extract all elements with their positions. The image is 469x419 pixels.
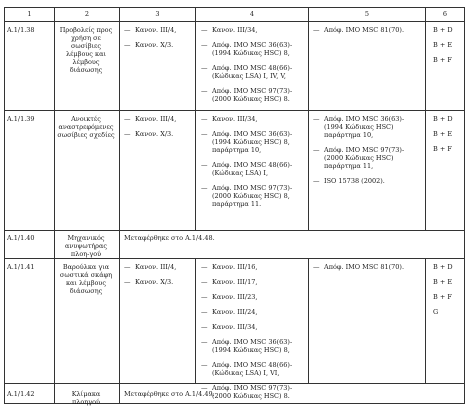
dash-marker: —: [313, 26, 320, 34]
list-item-text: Απόφ. IMO MSC 97(73)-(2000 Κώδικας HSC) 8, παράρτημα 11.: [212, 184, 293, 208]
conformity-modules-list: [433, 115, 453, 160]
module-code: B + F: [433, 56, 452, 64]
list-item: [201, 130, 307, 154]
column-divider: [119, 7, 120, 403]
item-number: A.1/1.38: [7, 26, 35, 34]
regulations-list: [124, 115, 176, 145]
item-designation: Ανοικτές αναστρεφόμενες σωσίβιες σχεδίες: [57, 115, 115, 139]
list-item: [201, 41, 307, 57]
table-right-border: [464, 7, 465, 403]
list-item: [201, 278, 307, 286]
list-item-text: ISO 15738 (2002).: [324, 177, 385, 185]
item-designation: Βαρούλκα για σωστικά σκάφη και λέμβους διάσωσης: [59, 263, 113, 295]
list-item-text: Απόφ. IMO MSC 97(73)-(2000 Κώδικας HSC) 8.: [212, 87, 293, 103]
module-code: B + F: [433, 293, 452, 301]
dash-marker: —: [201, 308, 208, 316]
list-item-text: Απόφ. IMO MSC 48(66)-(Κώδικας LSA) I, VI,: [212, 361, 293, 377]
table-top-rule: [4, 7, 465, 8]
module-code: B + F: [433, 145, 452, 153]
item-designation: Μηχανικός ανυψωτήρας πλοη-γού: [64, 234, 108, 258]
column-divider: [195, 258, 196, 383]
item-number: A.1/1.40: [7, 234, 35, 242]
dash-marker: —: [201, 278, 208, 286]
list-item: [201, 263, 307, 271]
list-item-text: Απόφ. IMO MSC 48(66)-(Κώδικας LSA) I, IV, V,: [212, 64, 293, 80]
list-item-text: Απόφ. IMO MSC 36(63)-(1994 Κώδικας HSC) 8, παράρτημα 10,: [212, 130, 293, 154]
column-divider: [308, 7, 309, 230]
list-item: [313, 263, 421, 271]
list-item-text: Κανον. III/16,: [212, 263, 258, 271]
list-item: [313, 177, 421, 185]
table-left-border: [4, 7, 5, 403]
dash-marker: —: [313, 146, 320, 154]
module-code: B + D: [433, 26, 453, 34]
dash-marker: —: [124, 278, 131, 286]
column-divider: [308, 258, 309, 383]
list-item: [201, 64, 307, 80]
dash-marker: —: [124, 130, 131, 138]
column-divider: [425, 7, 426, 230]
column-divider: [195, 7, 196, 230]
column-header-4: 4: [249, 10, 255, 18]
item-number: A.1/1.39: [7, 115, 35, 123]
list-item-text: Απόφ. IMO MSC 36(63)-(1994 Κώδικας HSC) 8,: [212, 338, 293, 354]
regulations-list: [124, 263, 176, 293]
dash-marker: —: [124, 263, 131, 271]
row-rule: [4, 110, 465, 111]
list-item: [201, 161, 307, 177]
list-item: [201, 308, 307, 316]
list-item-text: Κανον. X/3.: [135, 41, 174, 49]
dash-marker: —: [201, 130, 208, 138]
dash-marker: —: [201, 384, 208, 392]
list-item-text: Κανον. III/17,: [212, 278, 258, 286]
module-code: B + E: [433, 278, 453, 286]
list-item-text: Κανον. III/4,: [135, 263, 177, 271]
list-item-text: Κανον. X/3.: [135, 278, 174, 286]
list-item: [201, 115, 307, 123]
list-item: [124, 41, 176, 49]
module-code: B + E: [433, 41, 453, 49]
dash-marker: —: [201, 87, 208, 95]
list-item: [201, 323, 307, 331]
list-item: [201, 338, 307, 354]
dash-marker: —: [201, 26, 208, 34]
list-item: [201, 26, 307, 34]
dash-marker: —: [201, 41, 208, 49]
row-rule: [4, 230, 465, 231]
list-item: [201, 293, 307, 301]
column-header-5: 5: [364, 10, 370, 18]
testing-standards-list: [313, 26, 421, 41]
list-item: [201, 87, 307, 103]
transfer-note: Μεταφέρθηκε στο A.1/4.48.: [124, 234, 215, 242]
conformity-modules-list: [433, 263, 453, 323]
dash-marker: —: [201, 263, 208, 271]
testing-standards-list: [313, 263, 421, 278]
list-item: [313, 146, 421, 170]
dash-marker: —: [313, 263, 320, 271]
list-item-text: Απόφ. IMO MSC 81(70).: [324, 263, 405, 271]
regulations-list: [124, 26, 176, 56]
row-rule: [4, 258, 465, 259]
column-header-3: 3: [155, 10, 160, 18]
list-item: [124, 115, 176, 123]
module-code: B + E: [433, 130, 453, 138]
list-item-text: Κανον. III/4,: [135, 115, 177, 123]
list-item: [313, 115, 421, 139]
list-item: [124, 278, 176, 286]
list-item-text: Κανον. III/34,: [212, 115, 258, 123]
list-item-text: Κανον. III/4,: [135, 26, 177, 34]
list-item-text: Κανον. X/3.: [135, 130, 174, 138]
dash-marker: —: [201, 293, 208, 301]
list-item-text: Απόφ. IMO MSC 81(70).: [324, 26, 405, 34]
column-header-6: 6: [442, 10, 448, 18]
list-item: [201, 184, 307, 208]
dash-marker: —: [124, 26, 131, 34]
international-instruments-list: [201, 26, 307, 110]
module-code: B + D: [433, 115, 453, 123]
list-item-text: Κανον. III/34,: [212, 26, 258, 34]
list-item-text: Κανον. III/24,: [212, 308, 258, 316]
item-designation: Προβολείς προς χρήση σε σωσίβιες λέμβους και λέμβους διάσωσης: [59, 26, 113, 74]
list-item-text: Απόφ. IMO MSC 97(73)-(2000 Κώδικας HSC) 8.: [212, 384, 293, 400]
list-item: [201, 361, 307, 377]
list-item: [313, 26, 421, 34]
dash-marker: —: [201, 64, 208, 72]
column-header-1: 1: [27, 10, 32, 18]
dash-marker: —: [124, 41, 131, 49]
list-item-text: Απόφ. IMO MSC 48(66)-(Κώδικας LSA) I,: [212, 161, 293, 177]
transfer-note: Μεταφέρθηκε στο A.1/4.49.: [124, 390, 215, 398]
item-number: A.1/1.41: [7, 263, 35, 271]
list-item-text: Απόφ. IMO MSC 36(63)-(1994 Κώδικας HSC) 8,: [212, 41, 293, 57]
header-bottom-rule: [4, 21, 465, 22]
dash-marker: —: [201, 361, 208, 369]
dash-marker: —: [201, 184, 208, 192]
dash-marker: —: [201, 115, 208, 123]
dash-marker: —: [124, 115, 131, 123]
conformity-modules-list: [433, 26, 453, 71]
list-item: [124, 263, 176, 271]
dash-marker: —: [201, 161, 208, 169]
list-item-text: Απόφ. IMO MSC 36(63)-(1994 Κώδικας HSC) παράρτημα 10,: [324, 115, 405, 139]
testing-standards-list: [313, 115, 421, 192]
list-item-text: Κανον. III/23,: [212, 293, 258, 301]
international-instruments-list: [201, 115, 307, 215]
module-code: B + D: [433, 263, 453, 271]
column-divider: [425, 258, 426, 383]
list-item: [124, 26, 176, 34]
list-item-text: Κανον. III/34,: [212, 323, 258, 331]
list-item: [201, 384, 307, 400]
dash-marker: —: [313, 115, 320, 123]
item-number: A.1/1.42: [7, 390, 35, 398]
list-item: [124, 130, 176, 138]
international-instruments-list: [201, 263, 307, 400]
module-code: G: [433, 308, 439, 316]
column-divider: [54, 7, 55, 403]
dash-marker: —: [201, 323, 208, 331]
dash-marker: —: [201, 338, 208, 346]
column-header-2: 2: [84, 10, 90, 18]
dash-marker: —: [313, 177, 320, 185]
list-item-text: Απόφ. IMO MSC 97(73)-(2000 Κώδικας HSC) παράρτημα 11,: [324, 146, 405, 170]
item-designation: Κλίμακα πλοηγού: [71, 390, 101, 406]
